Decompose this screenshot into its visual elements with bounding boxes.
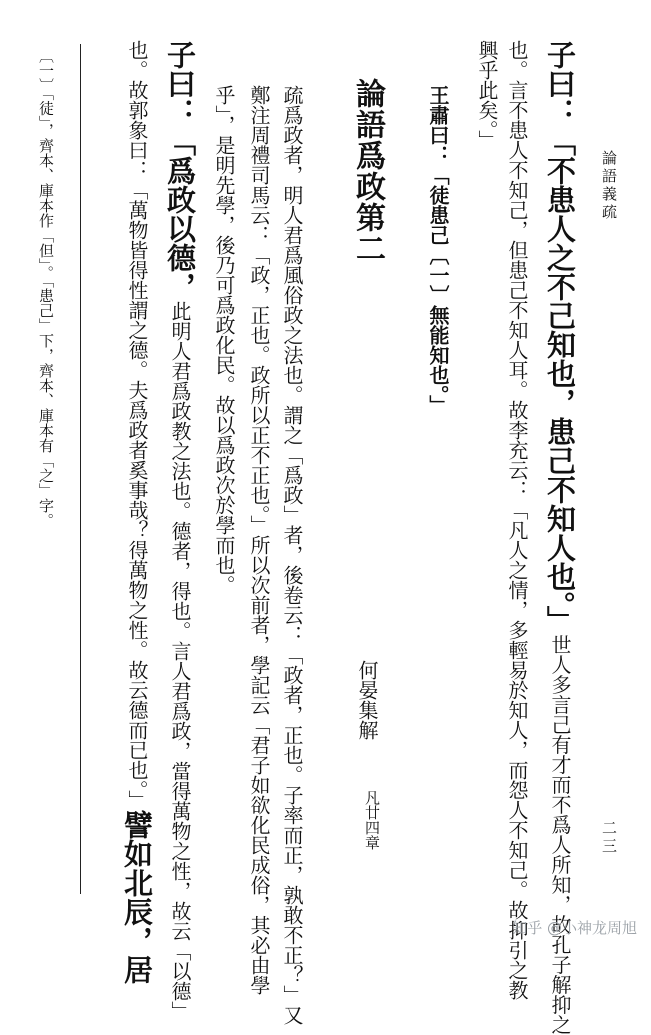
annotation-text: 「徒患己〔一〕無能知也。」 (426, 165, 450, 415)
book-title: 論語義疏 (600, 150, 618, 222)
page-number: 二三 (600, 820, 618, 856)
footnote-column (38, 48, 53, 528)
footnote-text: 「徒」，齊本、庫本作「但」。「患己」下，齊本、庫本有「之」字。 (37, 93, 55, 528)
footnote-marker: 〔一〕 (37, 48, 55, 93)
chapter-title: 論語爲政第二 (350, 78, 385, 264)
passage1-column-4 (428, 85, 448, 415)
chapter-compiler: 何晏集解 (355, 660, 379, 740)
shu-column-1: 疏爲政者，明人君爲風俗政之法也。謂之「爲政」者，後卷云：「政者，正也。子率而正，孰敢不正？」又 (280, 85, 304, 1025)
shu-column-2: 鄭注周禮司馬云：「政，正也。政所以正不正也。」所以次前者，學記云「君子如欲化民成俗，其必由學 (247, 85, 271, 995)
passage1-column-2: 也。言不患人不知己，但患己不知人耳。故李充云：「凡人之情，多輕易於知人，而怨人不知己。故抑引之教 (505, 40, 529, 1000)
shu-column-3: 乎」，是明先學，後乃可爲政化民。故以爲政次於學而也。 (212, 85, 236, 595)
confucius-quote: 子曰：「不患人之不己知也，患己不知人也。」 (543, 40, 577, 635)
annotator-label: 王肅曰： (426, 85, 450, 165)
commentary-text-3: 也。故郭象曰：「萬物皆得性謂之德。夫爲政者奚事哉？得萬物之性。故云德而已也。」 (125, 40, 149, 810)
confucius-quote-3: 譬如北辰，居 (120, 810, 154, 984)
passage1-column-1 (543, 40, 577, 1035)
commentary-text: 世人多言己有才而不爲人所知，故孔子解抑之 (548, 634, 572, 1035)
commentary-text-2: 此明人君爲政教之法也。德者，得也。言人君爲政，當得萬物之性，故云「以德」 (168, 301, 192, 1021)
confucius-quote-2: 子曰：「爲政以德， (163, 40, 197, 301)
passage1-column-3: 興乎此矣。」 (475, 40, 499, 150)
passage2-column-2 (120, 40, 154, 984)
footnote-separator (80, 44, 81, 894)
chapter-count: 凡廿四章 (363, 790, 381, 850)
passage2-column-1 (163, 40, 197, 1021)
watermark: 知乎 @小神龙周旭 (512, 919, 637, 937)
